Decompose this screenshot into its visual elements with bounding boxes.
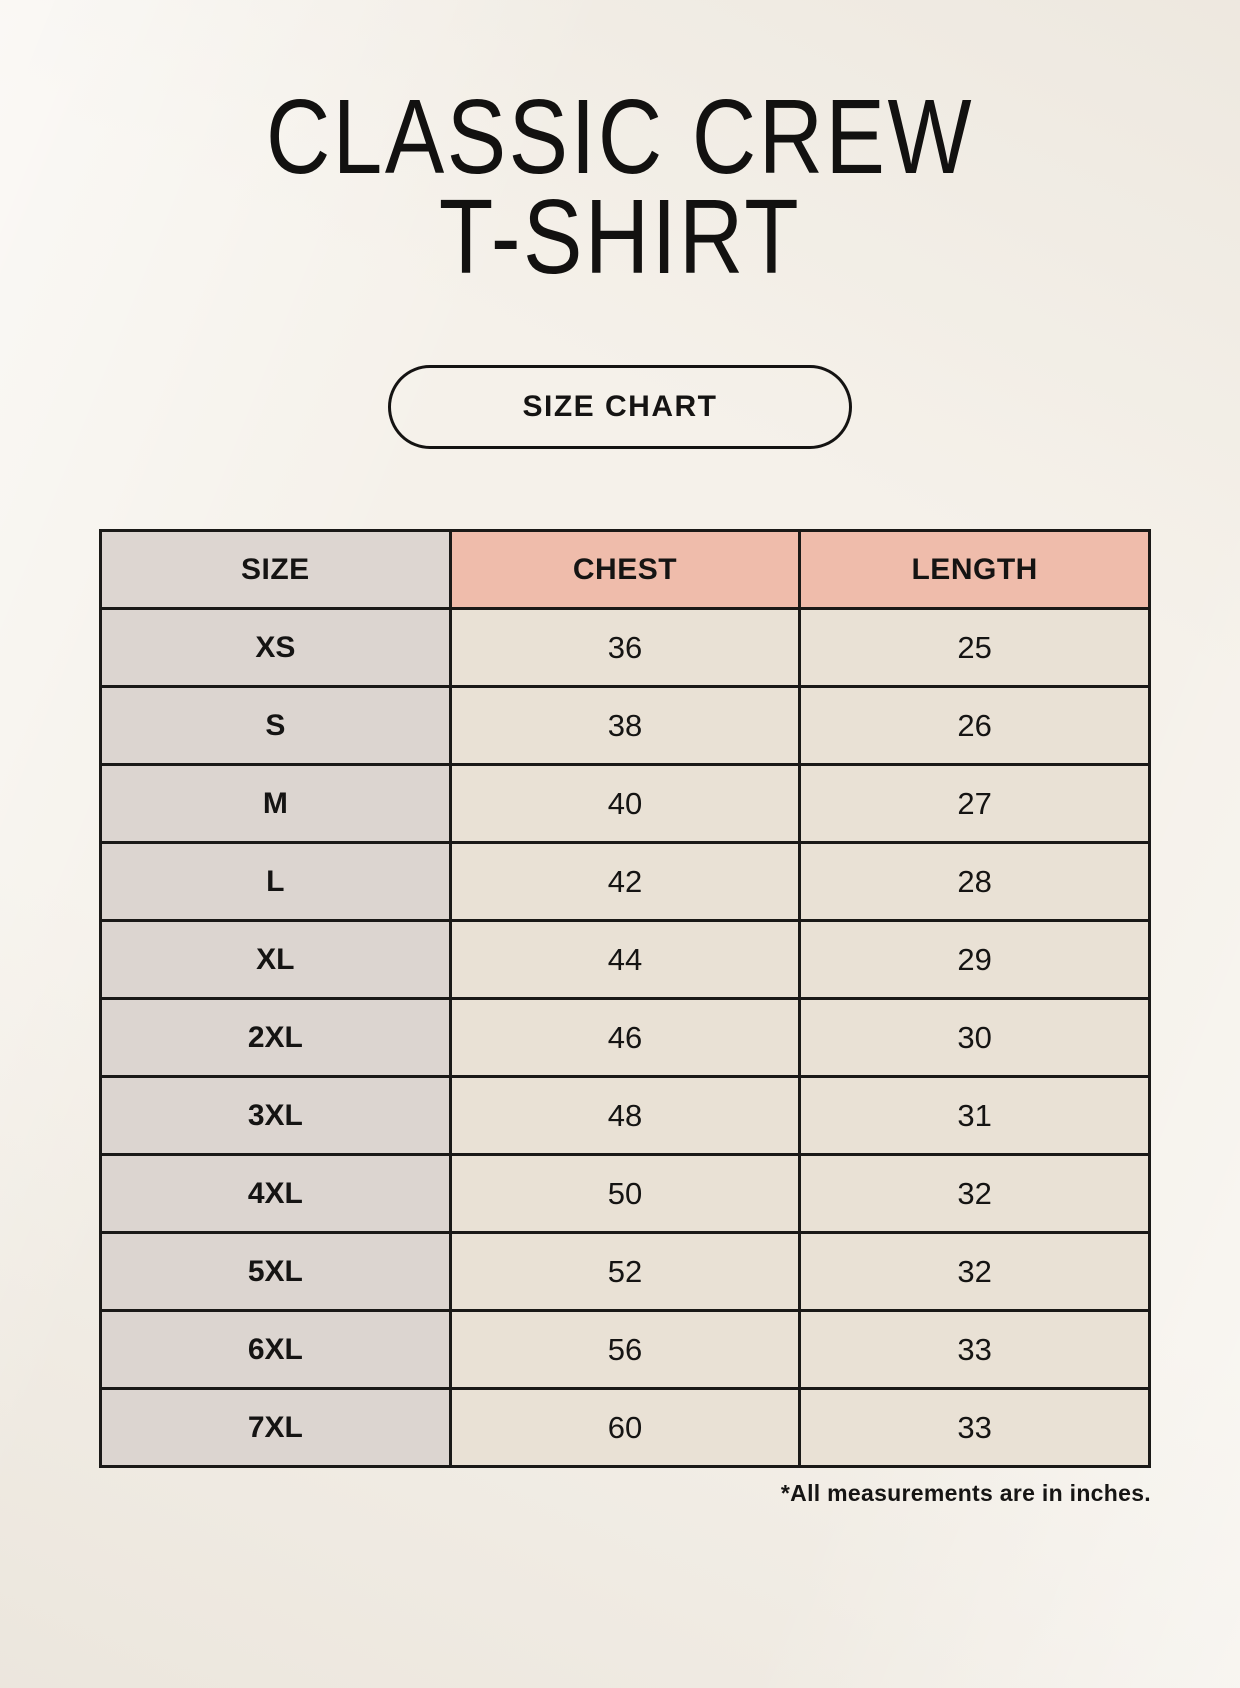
value-cell: 28 <box>800 843 1150 921</box>
value-cell: 31 <box>800 1077 1150 1155</box>
value-cell: 27 <box>800 765 1150 843</box>
size-cell: L <box>101 843 451 921</box>
value-cell: 32 <box>800 1233 1150 1311</box>
page-title-line2: T-SHIRT <box>438 177 802 296</box>
size-cell: M <box>101 765 451 843</box>
table-row <box>101 765 1150 843</box>
size-chart-button-container <box>0 365 1240 449</box>
value-cell: 33 <box>800 1389 1150 1467</box>
size-chart-button[interactable]: SIZE CHART <box>388 365 852 449</box>
value-cell: 46 <box>450 999 800 1077</box>
value-cell: 29 <box>800 921 1150 999</box>
value-cell: 50 <box>450 1155 800 1233</box>
size-cell: 4XL <box>101 1155 451 1233</box>
page-title-line1: CLASSIC CREW <box>265 78 975 196</box>
size-cell: S <box>101 687 451 765</box>
table-row <box>101 687 1150 765</box>
size-cell: 2XL <box>101 999 451 1077</box>
value-cell: 25 <box>800 609 1150 687</box>
value-cell: 26 <box>800 687 1150 765</box>
header-row <box>101 531 1150 609</box>
table-row <box>101 1077 1150 1155</box>
value-cell: 40 <box>450 765 800 843</box>
column-header-chest: CHEST <box>450 531 800 609</box>
measurements-note: *All measurements are in inches. <box>780 1480 1151 1507</box>
value-cell: 52 <box>450 1233 800 1311</box>
size-cell: XL <box>101 921 451 999</box>
size-cell: XS <box>101 609 451 687</box>
size-cell: 5XL <box>101 1233 451 1311</box>
table-row <box>101 1155 1150 1233</box>
table-row <box>101 999 1150 1077</box>
size-chart-table <box>99 529 1151 1468</box>
page-title <box>99 78 1141 296</box>
size-chart-table-body <box>101 609 1150 1467</box>
value-cell: 30 <box>800 999 1150 1077</box>
table-row <box>101 1233 1150 1311</box>
table-row <box>101 1389 1150 1467</box>
value-cell: 36 <box>450 609 800 687</box>
value-cell: 33 <box>800 1311 1150 1389</box>
size-cell: 7XL <box>101 1389 451 1467</box>
column-header-length: LENGTH <box>800 531 1150 609</box>
value-cell: 60 <box>450 1389 800 1467</box>
size-cell: 6XL <box>101 1311 451 1389</box>
value-cell: 48 <box>450 1077 800 1155</box>
value-cell: 44 <box>450 921 800 999</box>
table-row <box>101 843 1150 921</box>
value-cell: 42 <box>450 843 800 921</box>
value-cell: 32 <box>800 1155 1150 1233</box>
size-cell: 3XL <box>101 1077 451 1155</box>
table-row <box>101 609 1150 687</box>
value-cell: 38 <box>450 687 800 765</box>
table-row <box>101 1311 1150 1389</box>
size-chart-table-head <box>101 531 1150 609</box>
column-header-size: SIZE <box>101 531 451 609</box>
table-row <box>101 921 1150 999</box>
value-cell: 56 <box>450 1311 800 1389</box>
